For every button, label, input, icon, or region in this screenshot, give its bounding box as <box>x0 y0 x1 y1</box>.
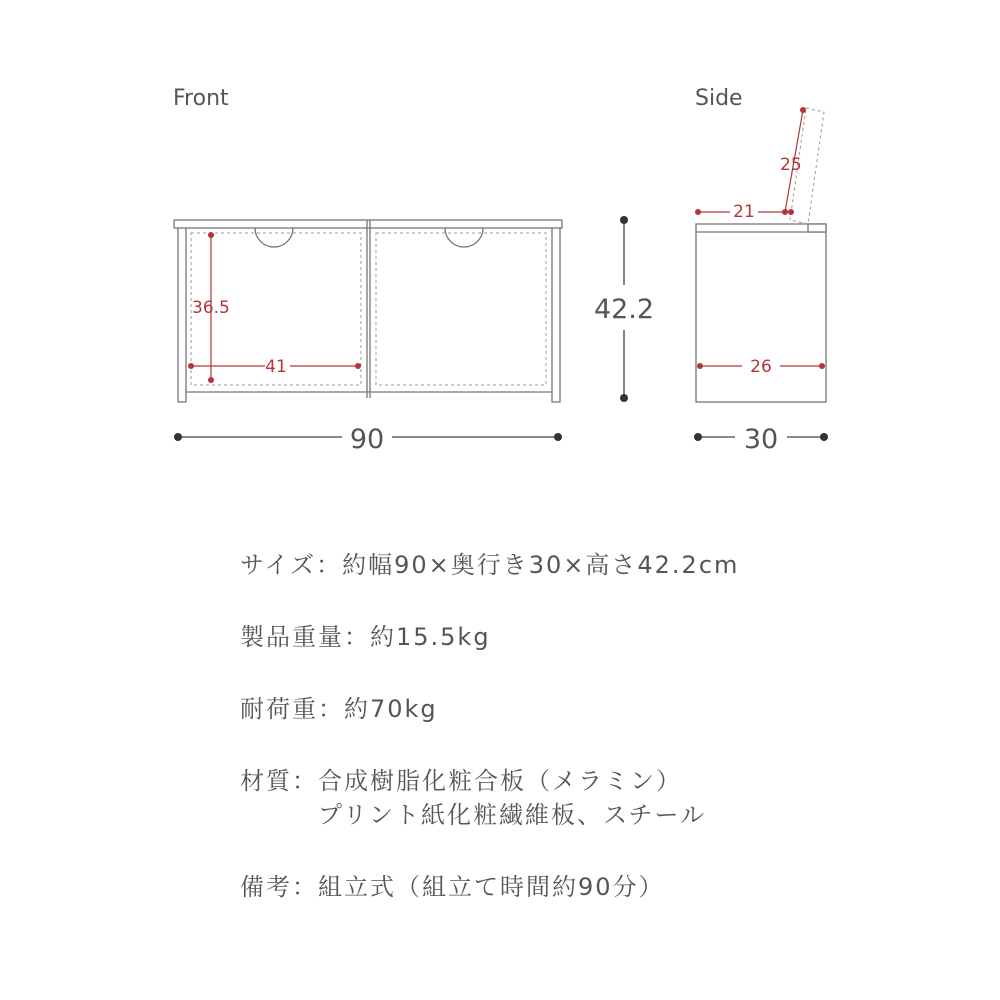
front-height-label: 42.2 <box>593 294 655 325</box>
spec-notes <box>240 870 960 904</box>
side-lid-height-label: 25 <box>780 155 802 175</box>
spec-value <box>318 870 665 904</box>
spec-label: サイズ： <box>240 551 343 579</box>
spec-size <box>240 548 960 582</box>
front-view-label: Front <box>173 86 229 111</box>
side-lid-depth-label: 21 <box>733 202 755 222</box>
side-inner-depth-label: 26 <box>750 357 772 377</box>
spec-value-line: 組立式（組立て時間約90分） <box>318 873 665 901</box>
spec-weight <box>240 620 960 654</box>
compartment-height-label: 36.5 <box>192 298 230 318</box>
spec-list <box>240 548 960 942</box>
side-view-label: Side <box>695 86 743 111</box>
spec-value <box>342 548 739 582</box>
spec-label: 耐荷重： <box>240 695 344 723</box>
spec-value-line: 合成樹脂化粧合板（メラミン） <box>318 767 682 795</box>
side-depth-label: 30 <box>743 424 779 455</box>
spec-value <box>344 692 438 726</box>
front-bench-drawing <box>174 220 562 402</box>
spec-value <box>318 764 706 832</box>
spec-value <box>370 620 491 654</box>
spec-value-line: 約70kg <box>344 695 438 723</box>
spec-material <box>240 764 960 832</box>
front-compartment-outlines <box>191 233 546 385</box>
compartment-width-label: 41 <box>265 357 287 377</box>
spec-value-line: 約幅90×奥行き30×高さ42.2cm <box>342 551 740 579</box>
spec-label: 製品重量： <box>240 623 370 651</box>
front-width-label: 90 <box>349 424 385 455</box>
spec-label: 材質： <box>240 767 318 795</box>
spec-value-line: 約15.5kg <box>370 623 491 651</box>
spec-value-line: プリント紙化粧繊維板、スチール <box>318 801 707 829</box>
spec-label: 備考： <box>240 873 318 901</box>
spec-load-capacity <box>240 692 960 726</box>
